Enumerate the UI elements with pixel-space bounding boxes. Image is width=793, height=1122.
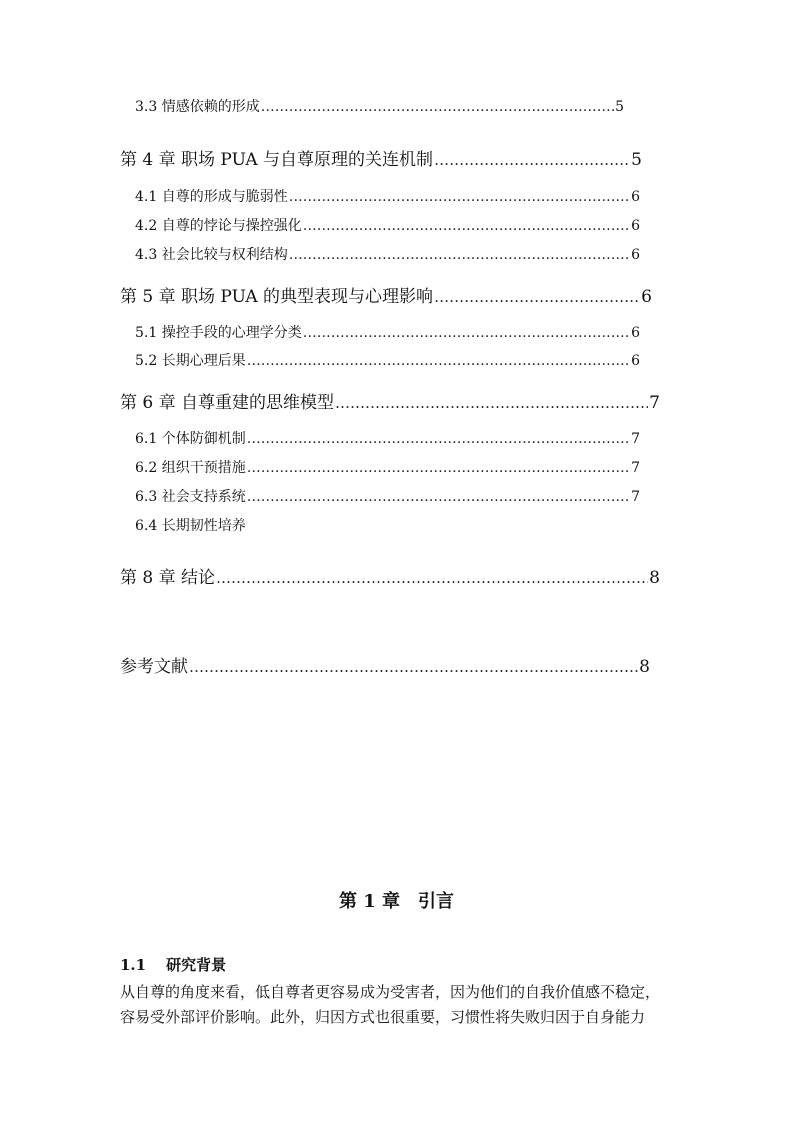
toc-leader-dots — [434, 151, 630, 169]
toc-entry-page: 5 — [631, 150, 642, 169]
chapter-heading: 第 1 章 引言 — [338, 891, 455, 912]
toc-entry-page: 7 — [631, 489, 640, 505]
toc-leader-dots — [434, 288, 640, 306]
toc-entry-page: 7 — [631, 460, 640, 476]
toc-entry-page: 8 — [649, 568, 660, 587]
toc-entry-label: 第 8 章 结论 — [120, 568, 216, 587]
toc-leader-dots — [247, 353, 630, 369]
toc-entry-label: 6.1 个体防御机制 — [135, 431, 246, 447]
toc-entry-references[interactable] — [120, 652, 650, 676]
toc-leader-dots — [247, 489, 630, 505]
toc-entry-page: 5 — [615, 99, 624, 115]
toc-leader-dots — [247, 431, 630, 447]
toc-entry-page: 7 — [631, 431, 640, 447]
toc-entry-chapter-8[interactable] — [120, 563, 660, 587]
toc-leader-dots — [247, 460, 630, 476]
toc-entry-6-4[interactable] — [135, 515, 246, 535]
toc-entry-page: 6 — [631, 325, 640, 341]
toc-entry-label: 4.1 自尊的形成与脆弱性 — [135, 189, 288, 205]
toc-leader-dots — [216, 569, 648, 587]
toc-entry-6-2[interactable] — [135, 457, 640, 477]
toc-entry-label: 6.3 社会支持系统 — [135, 489, 246, 505]
toc-entry-label: 参考文献 — [120, 657, 188, 676]
paragraph-line: 容易受外部评价影响。此外，归因方式也很重要，习惯性将失败归因于自身能力 — [120, 1008, 646, 1026]
toc-entry-page: 8 — [639, 657, 650, 676]
toc-entry-page: 6 — [631, 353, 640, 369]
subsection-heading — [120, 954, 226, 975]
toc-leader-dots — [303, 325, 630, 341]
toc-entry-page: 6 — [641, 287, 652, 306]
toc-leader-dots — [289, 247, 630, 263]
subsection-title: 研究背景 — [166, 956, 227, 974]
toc-entry-label: 第 4 章 职场 PUA 与自尊原理的关连机制 — [120, 150, 434, 169]
toc-entry-5-2[interactable] — [135, 350, 640, 370]
toc-entry-label: 第 6 章 自尊重建的思维模型 — [120, 393, 335, 412]
toc-entry-label: 5.2 长期心理后果 — [135, 353, 246, 369]
toc-leader-dots — [261, 99, 614, 115]
toc-entry-chapter-4[interactable] — [120, 145, 642, 169]
toc-entry-6-1[interactable] — [135, 428, 640, 448]
toc-entry-page: 6 — [631, 247, 640, 263]
subsection-number: 1.1 — [120, 956, 147, 974]
toc-entry-4-2[interactable] — [135, 215, 640, 235]
toc-entry-label: 3.3 情感依赖的形成 — [135, 99, 260, 115]
toc-entry-label: 6.4 长期韧性培养 — [135, 518, 246, 534]
toc-entry-4-1[interactable] — [135, 186, 640, 206]
toc-entry-page: 6 — [631, 189, 640, 205]
toc-entry-chapter-6[interactable] — [120, 388, 660, 412]
toc-entry-label: 4.2 自尊的悖论与操控强化 — [135, 218, 302, 234]
toc-entry-6-3[interactable] — [135, 486, 640, 506]
toc-leader-dots — [189, 658, 638, 676]
toc-entry-label: 5.1 操控手段的心理学分类 — [135, 325, 302, 341]
toc-entry-page: 7 — [649, 393, 660, 412]
paragraph-line: 从自尊的角度来看，低自尊者更容易成为受害者，因为他们的自我价值感不稳定， — [120, 983, 661, 1001]
body-paragraph — [120, 980, 672, 1030]
toc-entry-4-3[interactable] — [135, 244, 640, 264]
toc-leader-dots — [303, 218, 630, 234]
toc-entry-label: 6.2 组织干预措施 — [135, 460, 246, 476]
toc-entry-5-1[interactable] — [135, 322, 640, 342]
toc-entry-3-3[interactable] — [135, 96, 624, 116]
toc-entry-chapter-5[interactable] — [120, 282, 652, 306]
toc-leader-dots — [335, 394, 648, 412]
toc-leader-dots — [289, 189, 630, 205]
toc-entry-page: 6 — [631, 218, 640, 234]
toc-entry-label: 4.3 社会比较与权利结构 — [135, 247, 288, 263]
toc-entry-label: 第 5 章 职场 PUA 的典型表现与心理影响 — [120, 287, 434, 306]
